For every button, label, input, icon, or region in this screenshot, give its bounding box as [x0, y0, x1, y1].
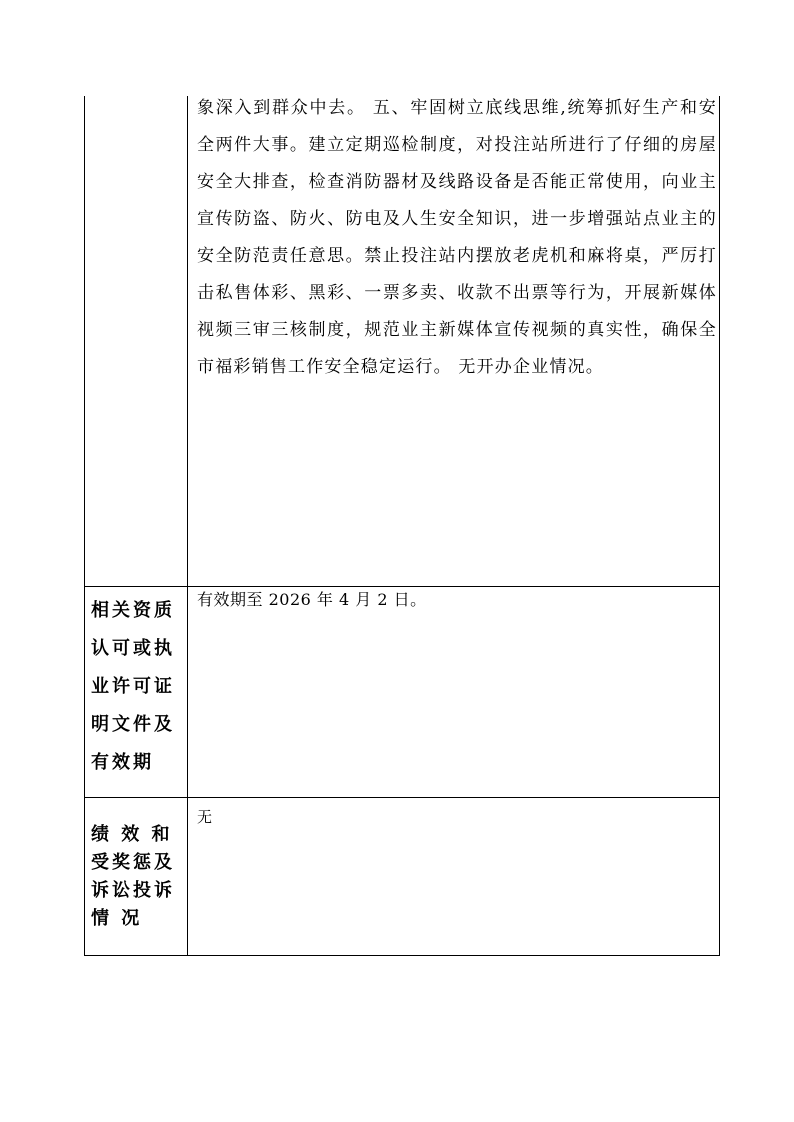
- content-cell-performance: [188, 798, 719, 955]
- content-cell-work-summary: [188, 96, 719, 586]
- label-line: 情 况: [91, 908, 143, 929]
- table-row-qualifications: [85, 586, 719, 797]
- label-cell-empty: [85, 96, 188, 586]
- qualifications-text: 有效期至 2026 年 4 月 2 日。: [197, 590, 427, 609]
- label-cell-performance: [85, 798, 188, 955]
- label-line: 绩 效 和: [91, 824, 173, 845]
- table-row-performance: [85, 797, 719, 955]
- table-row-work-summary: [85, 96, 719, 586]
- performance-text: 无: [197, 808, 214, 826]
- label-line: 明文件及: [91, 714, 175, 735]
- work-summary-text: 象深入到群众中去。 五、牢固树立底线思维,统筹抓好生产和安全两件大事。建立定期巡检制度，对投注站所进行了仔细的房屋安全大排查，检查消防器材及线路设备是否能正常使用，向业主宣传防盗、防火、防电及人生安全知识，进一步增强站点业主的安全防范责任意思。禁止投注站内摆放老虎机和麻将桌，严厉打击私售体彩、黑彩、一票多卖、收款不出票等行为，开展新媒体视频三审三核制度，规范业主新媒体宣传视频的真实性，确保全市福彩销售工作安全稳定运行。 无开办企业情况。: [197, 98, 717, 377]
- content-cell-qualifications: [188, 587, 719, 797]
- info-table: [84, 96, 720, 956]
- label-cell-qualifications: [85, 587, 188, 797]
- label-line: 相关资质: [91, 600, 175, 621]
- qualifications-label: [85, 587, 187, 782]
- label-line: 诉讼投诉: [91, 880, 175, 901]
- label-line: 认可或执: [91, 638, 175, 659]
- label-line: 业许可证: [91, 676, 175, 697]
- performance-label: [85, 798, 187, 933]
- label-line: 有效期: [91, 752, 154, 773]
- label-line: 受奖惩及: [91, 852, 175, 873]
